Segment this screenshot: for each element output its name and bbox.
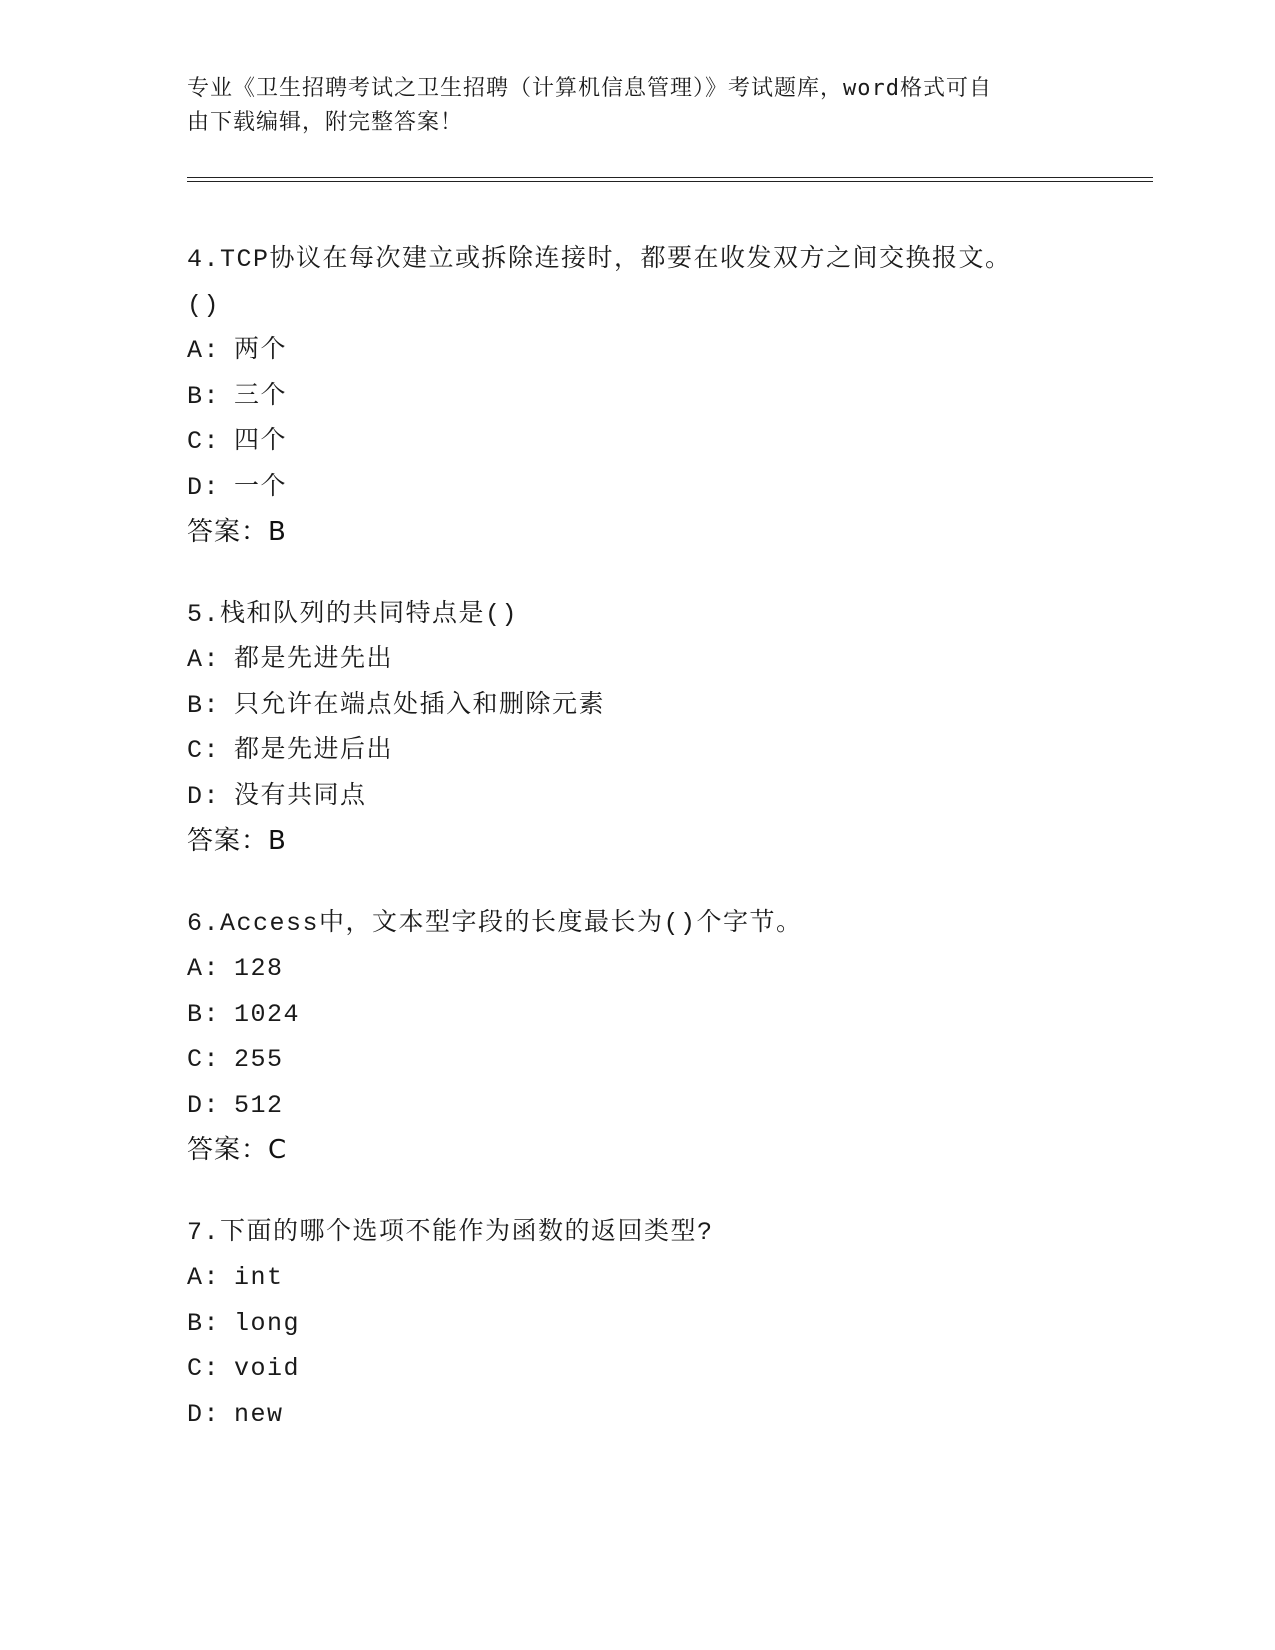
document-page bbox=[187, 0, 1152, 1650]
question-block bbox=[187, 237, 1152, 556]
header-divider bbox=[187, 177, 1153, 182]
option-key: C: bbox=[187, 1045, 221, 1074]
answer-option bbox=[187, 1392, 1152, 1438]
option-text: void bbox=[234, 1354, 301, 1383]
option-key: B: bbox=[187, 381, 221, 411]
answer-option bbox=[187, 728, 1152, 774]
answer-option bbox=[187, 374, 1152, 420]
option-text: 一个 bbox=[234, 472, 288, 502]
option-key: C: bbox=[187, 1354, 221, 1383]
option-text: 只允许在端点处插入和删除元素 bbox=[234, 690, 606, 720]
answer-key: 答案：C bbox=[187, 1135, 288, 1165]
answer-option bbox=[187, 328, 1152, 374]
answer-option bbox=[187, 946, 1152, 992]
option-text: 四个 bbox=[234, 427, 288, 456]
answer-option bbox=[187, 683, 1152, 729]
answer-key: 答案：B bbox=[187, 826, 287, 856]
answer-option bbox=[187, 465, 1152, 511]
option-key: C: bbox=[187, 736, 221, 765]
option-text: 都是先进后出 bbox=[234, 736, 394, 765]
answer-option bbox=[187, 419, 1152, 465]
question-block bbox=[187, 901, 1152, 1174]
option-text: 都是先进先出 bbox=[234, 645, 394, 674]
option-key: B: bbox=[187, 690, 221, 720]
header-line-1: 专业《卫生招聘考试之卫生招聘（计算机信息管理）》考试题库，word格式可自 bbox=[187, 76, 992, 101]
question-list bbox=[187, 237, 1152, 1473]
answer-option bbox=[187, 1037, 1152, 1083]
answer-option bbox=[187, 1255, 1152, 1301]
question-stem: 4.TCP协议在每次建立或拆除连接时，都要在收发双方之间交换报文。 bbox=[187, 245, 1012, 274]
option-text: 三个 bbox=[234, 381, 288, 411]
option-text: 255 bbox=[234, 1045, 284, 1074]
option-text: 512 bbox=[234, 1090, 284, 1120]
option-key: D: bbox=[187, 1399, 221, 1429]
option-key: B: bbox=[187, 999, 221, 1029]
question-stem: 7.下面的哪个选项不能作为函数的返回类型? bbox=[187, 1217, 714, 1247]
option-text: long bbox=[234, 1308, 301, 1338]
option-text: int bbox=[234, 1263, 284, 1292]
document-header bbox=[187, 72, 1067, 140]
question-stem: () bbox=[187, 290, 221, 320]
option-key: A: bbox=[187, 954, 221, 983]
question-stem: 6.Access中，文本型字段的长度最长为()个字节。 bbox=[187, 908, 803, 938]
question-block bbox=[187, 1210, 1152, 1438]
option-text: 128 bbox=[234, 954, 284, 983]
option-text: 1024 bbox=[234, 999, 301, 1029]
answer-key: 答案：B bbox=[187, 517, 287, 547]
question-stem: 5.栈和队列的共同特点是() bbox=[187, 599, 519, 629]
option-text: 没有共同点 bbox=[234, 781, 367, 811]
answer-option bbox=[187, 1083, 1152, 1129]
option-key: A: bbox=[187, 336, 221, 365]
answer-option bbox=[187, 774, 1152, 820]
option-key: A: bbox=[187, 645, 221, 674]
answer-option bbox=[187, 1346, 1152, 1392]
option-key: B: bbox=[187, 1308, 221, 1338]
answer-option bbox=[187, 637, 1152, 683]
header-line-2: 由下载编辑，附完整答案！ bbox=[187, 110, 464, 135]
answer-option bbox=[187, 992, 1152, 1038]
option-text: new bbox=[234, 1399, 284, 1429]
option-key: D: bbox=[187, 472, 221, 502]
question-block bbox=[187, 592, 1152, 865]
option-key: A: bbox=[187, 1263, 221, 1292]
answer-option bbox=[187, 1301, 1152, 1347]
option-key: D: bbox=[187, 1090, 221, 1120]
option-key: D: bbox=[187, 781, 221, 811]
option-text: 两个 bbox=[234, 336, 288, 365]
option-key: C: bbox=[187, 427, 221, 456]
